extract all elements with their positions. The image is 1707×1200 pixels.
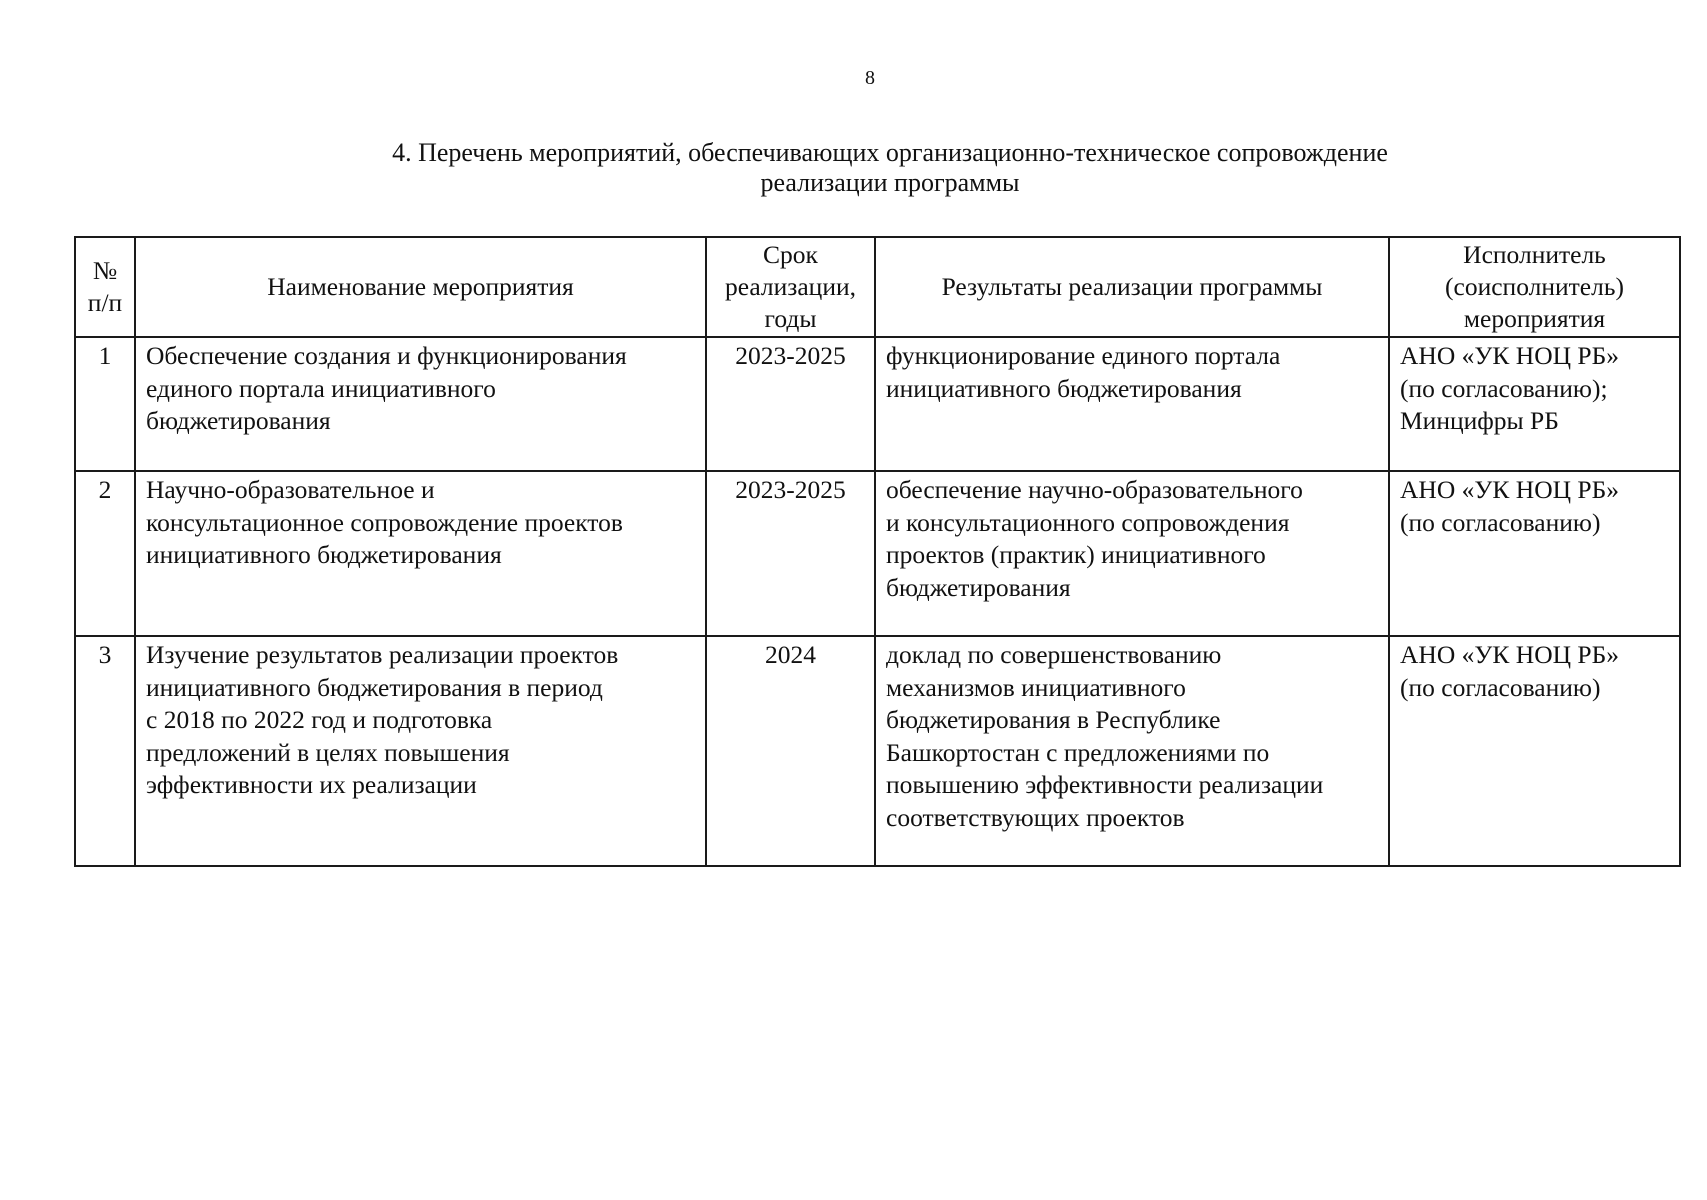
header-num: № п/п: [75, 237, 135, 337]
activities-table: [74, 236, 1681, 867]
header-term: Срок реализации, годы: [706, 237, 875, 337]
activity-term: 2023-2025: [706, 337, 875, 471]
table-row: [75, 471, 1680, 636]
activity-result: доклад по совершенствованию механизмов инициативного бюджетирования в Республике Башкортостан с предложениями по повышению эффективности реализации соответствующих проектов: [875, 636, 1389, 866]
activity-executor: АНО «УК НОЦ РБ» (по согласованию); Минцифры РБ: [1389, 337, 1680, 471]
activity-name: Изучение результатов реализации проектов инициативного бюджетирования в период с 2018 по 2022 год и подготовка предложений в целях повышения эффективности их реализации: [135, 636, 706, 866]
activity-result: обеспечение научно-образовательного и консультационного сопровождения проектов (практик) инициативного бюджетирования: [875, 471, 1389, 636]
row-number: 3: [75, 636, 135, 866]
activity-name: Научно-образовательное и консультационное сопровождение проектов инициативного бюджетирования: [135, 471, 706, 636]
activity-term: 2023-2025: [706, 471, 875, 636]
header-executor: Исполнитель (соисполнитель) мероприятия: [1389, 237, 1680, 337]
table-row: [75, 636, 1680, 866]
activity-result: функционирование единого портала инициативного бюджетирования: [875, 337, 1389, 471]
activity-executor: АНО «УК НОЦ РБ» (по согласованию): [1389, 471, 1680, 636]
activity-executor: АНО «УК НОЦ РБ» (по согласованию): [1389, 636, 1680, 866]
page-number: 8: [865, 67, 875, 89]
section-title-line: реализации программы: [760, 168, 1020, 197]
table-header-row: [75, 237, 1680, 337]
activity-name: Обеспечение создания и функционирования единого портала инициативного бюджетирования: [135, 337, 706, 471]
activity-term: 2024: [706, 636, 875, 866]
table-row: [75, 337, 1680, 471]
header-result: Результаты реализации программы: [875, 237, 1389, 337]
header-name: Наименование мероприятия: [135, 237, 706, 337]
section-title-line: 4. Перечень мероприятий, обеспечивающих организационно-техническое сопровождение: [392, 138, 1388, 167]
row-number: 1: [75, 337, 135, 471]
section-title: [300, 138, 1480, 198]
row-number: 2: [75, 471, 135, 636]
